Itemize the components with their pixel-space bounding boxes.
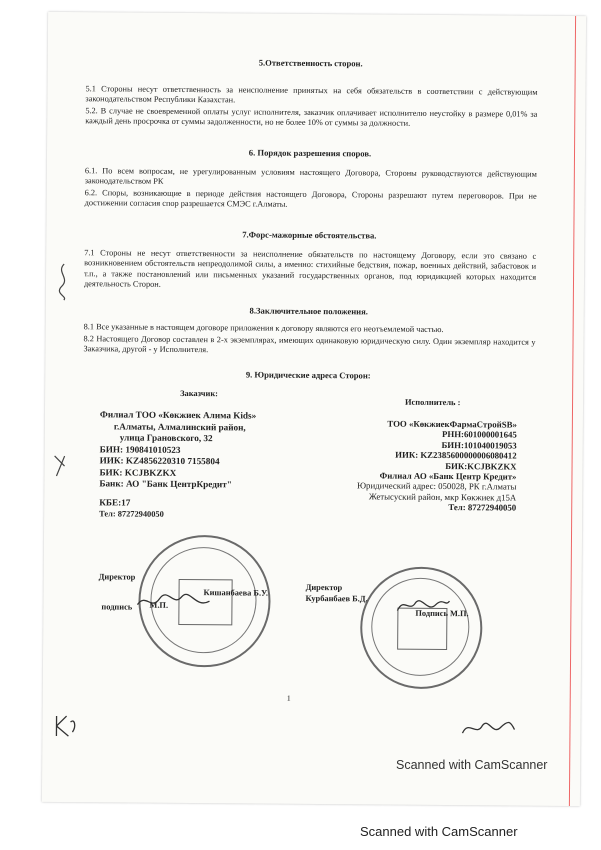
section-7-paragraph-1: 7.1 Стороны не несут ответственности за неисполнение обязательств по настоящему Договору, если это связано с возникновением обстоятельств непреодолимой силы, а именно: стихийные бедствия, пожар, военных действий, забастовок и т.п., а также постановлений или письменных указаний государственных органов, под юридикцией которых находится деятельность Сторон. [83, 248, 537, 289]
customer-sign-label: подпись [101, 602, 133, 612]
customer-city: г.Алматы, Алмалинский район, [113, 420, 246, 432]
section-5-paragraph-2: 5.2. В случае не своевременной оплаты услуг исполнителя, заказчик оплачивает исполнителю неустойку в размере 0,01% за каждый день просрочка от суммы задолженности, но не более 10% от суммы за должности. [85, 106, 538, 129]
section-6-paragraph-2: 6.2. Споры, возникающие в периоде действия настоящего Договора, Стороны разрешают путем переговоров. При не достижении согласия спор разрешается СМЭС г.Алматы. [84, 188, 537, 210]
section-6-title: 6. Порядок разрешения споров. [248, 147, 372, 159]
section-8-title: 8.Заключительное положения. [249, 305, 368, 317]
initials-right [458, 715, 518, 741]
margin-line [569, 16, 576, 806]
section-5-title: 5.Ответственность сторон. [258, 57, 363, 69]
executor-bank: Филиал АО «Банк Центр Кредит» [379, 470, 517, 482]
executor-heading: Исполнитель : [405, 397, 461, 408]
customer-phone: Тел: 87272940050 [99, 509, 164, 519]
customer-director-label: Директор [98, 572, 136, 582]
customer-bank: Банк: АО "Банк ЦентрКредит" [99, 478, 232, 490]
section-9-title: 9. Юридические адреса Сторон: [245, 369, 371, 381]
customer-details [99, 409, 330, 521]
executor-signature [393, 595, 453, 617]
customer-mp-label: М.П. [149, 600, 169, 610]
executor-bin: БИН:101040019053 [441, 439, 517, 451]
margin-handwriting-mark [54, 262, 74, 302]
executor-sign-label: Подпись М.П. [415, 608, 469, 619]
initials-left [50, 712, 80, 740]
executor-seal-stamp [360, 566, 483, 689]
executor-district: Жетысуский район, мкр Көкжиек д15А [368, 491, 517, 503]
customer-heading: Заказчик: [180, 388, 219, 399]
executor-director-name: Курбанбаев Б.Д. [305, 593, 368, 604]
customer-signature [133, 591, 213, 614]
document-page [42, 12, 586, 806]
executor-name: ТОО «КөкжиекФармаСтройSB» [387, 418, 517, 430]
customer-iik: ИИК: KZ4856220310 7155804 [99, 455, 220, 467]
executor-details [306, 418, 517, 513]
section-8-paragraph-2: 8.2 Настоящего Договор составлен в 2-х экземплярах, имеющих одинаковую юридическую силу. Один экземпляр находится у Заказчика, другой - у Исполнителя. [83, 334, 536, 355]
section-7-title: 7.Форс-мажорные обстоятельства. [242, 229, 377, 241]
margin-handwriting-mark [50, 452, 70, 482]
executor-address: Юридический адрес: 050028, РК г.Алматы [356, 480, 517, 493]
customer-bik: БИК: KCJBKZKX [99, 466, 177, 478]
section-6-paragraph-1: 6.1. По всем вопросам, не урегулированным условиям настоящего Договора, Стороны руководствуются действующим законодательством РК [84, 166, 537, 187]
customer-kbe: КБЕ:17 [99, 496, 131, 508]
customer-street: улица Грановского, 32 [119, 432, 213, 444]
executor-rnn: РНН:601000001645 [441, 429, 517, 440]
executor-director-label: Директор [305, 582, 343, 593]
scanner-watermark: Scanned with CamScanner [396, 758, 548, 772]
scanner-footer: Scanned with CamScanner [360, 824, 518, 839]
customer-bin: БИН: 190841010523 [99, 443, 181, 455]
customer-director-name: Кишанбаева Б.У. [203, 588, 268, 598]
page-number: 1 [286, 693, 291, 703]
section-5-paragraph-1: 5.1 Стороны несут ответственность за неисполнение принятых на себя обязательств в соответствии с действующим законодательством Республики Казахстан. [85, 84, 538, 105]
customer-name: Филиал ТОО «Көкжиек Алима Kids» [99, 409, 257, 421]
executor-bik: БИК:KCJBKZKX [445, 460, 517, 472]
executor-phone: Тел: 87272940050 [448, 502, 517, 513]
section-8-paragraph-1: 8.1 Все указанные в настоящем договоре приложения к договору являются его неотъемлемой частью. [83, 322, 444, 335]
executor-iik: ИИК: KZ2385600000006080412 [395, 449, 517, 461]
